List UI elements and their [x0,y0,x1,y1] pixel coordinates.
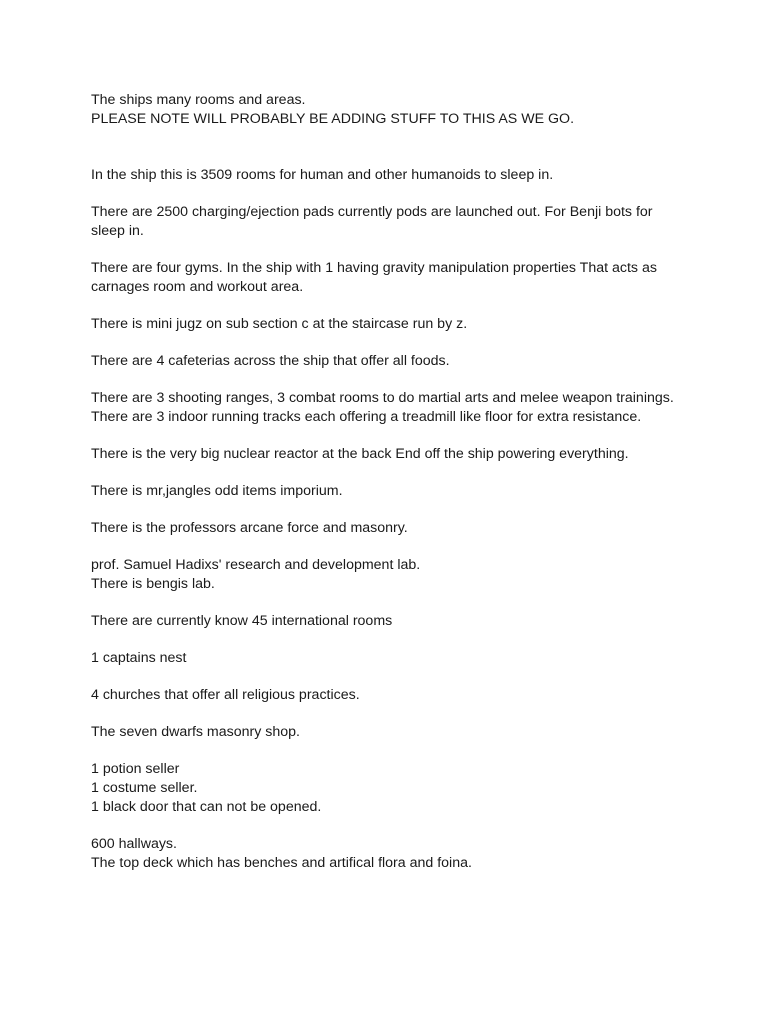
line-shooting-ranges: There are 3 shooting ranges, 3 combat rooms to do martial arts and melee weapon trainings. [91,390,674,406]
spacer [91,129,683,166]
paragraph-sellers [91,760,683,817]
paragraph-captains-nest: 1 captains nest [91,650,187,666]
paragraph-hallways-deck [91,835,683,873]
line-top-deck: The top deck which has benches and artifical flora and foina. [91,855,472,871]
paragraph-mini-jugz: There is mini jugz on sub section c at the staircase run by z. [91,316,468,332]
paragraph-reactor: There is the very big nuclear reactor at the back End off the ship powering everything. [91,446,629,462]
paragraph-international-rooms: There are currently know 45 international rooms [91,613,393,629]
paragraph-gyms: There are four gyms. In the ship with 1 having gravity manipulation properties That acts as carnages room and workout area. [91,260,657,295]
line-hadix-lab: prof. Samuel Hadixs' research and development lab. [91,557,421,573]
paragraph-masonry-shop: The seven dwarfs masonry shop. [91,724,300,740]
line-potion-seller: 1 potion seller [91,761,180,777]
line-bengis-lab: There is bengis lab. [91,576,215,592]
paragraph-labs [91,556,683,594]
line-black-door: 1 black door that can not be opened. [91,799,322,815]
paragraph-training-areas [91,389,683,427]
paragraph-cafeterias: There are 4 cafeterias across the ship that offer all foods. [91,353,450,369]
line-costume-seller: 1 costume seller. [91,780,198,796]
paragraph-churches: 4 churches that offer all religious practices. [91,687,360,703]
paragraph-arcane-force: There is the professors arcane force and masonry. [91,520,408,536]
line-hallways: 600 hallways. [91,836,177,852]
paragraph-sleeping-rooms: In the ship this is 3509 rooms for human and other humanoids to sleep in. [91,167,554,183]
document-title: The ships many rooms and areas. [91,92,306,108]
paragraph-imporium: There is mr,jangles odd items imporium. [91,483,343,499]
document-body [91,91,683,891]
paragraph-charging-pads: There are 2500 charging/ejection pads currently pods are launched out. For Benji bots for sleep in. [91,204,653,239]
line-running-tracks: There are 3 indoor running tracks each offering a treadmill like floor for extra resistance. [91,409,642,425]
document-note: PLEASE NOTE WILL PROBABLY BE ADDING STUFF TO THIS AS WE GO. [91,111,575,127]
